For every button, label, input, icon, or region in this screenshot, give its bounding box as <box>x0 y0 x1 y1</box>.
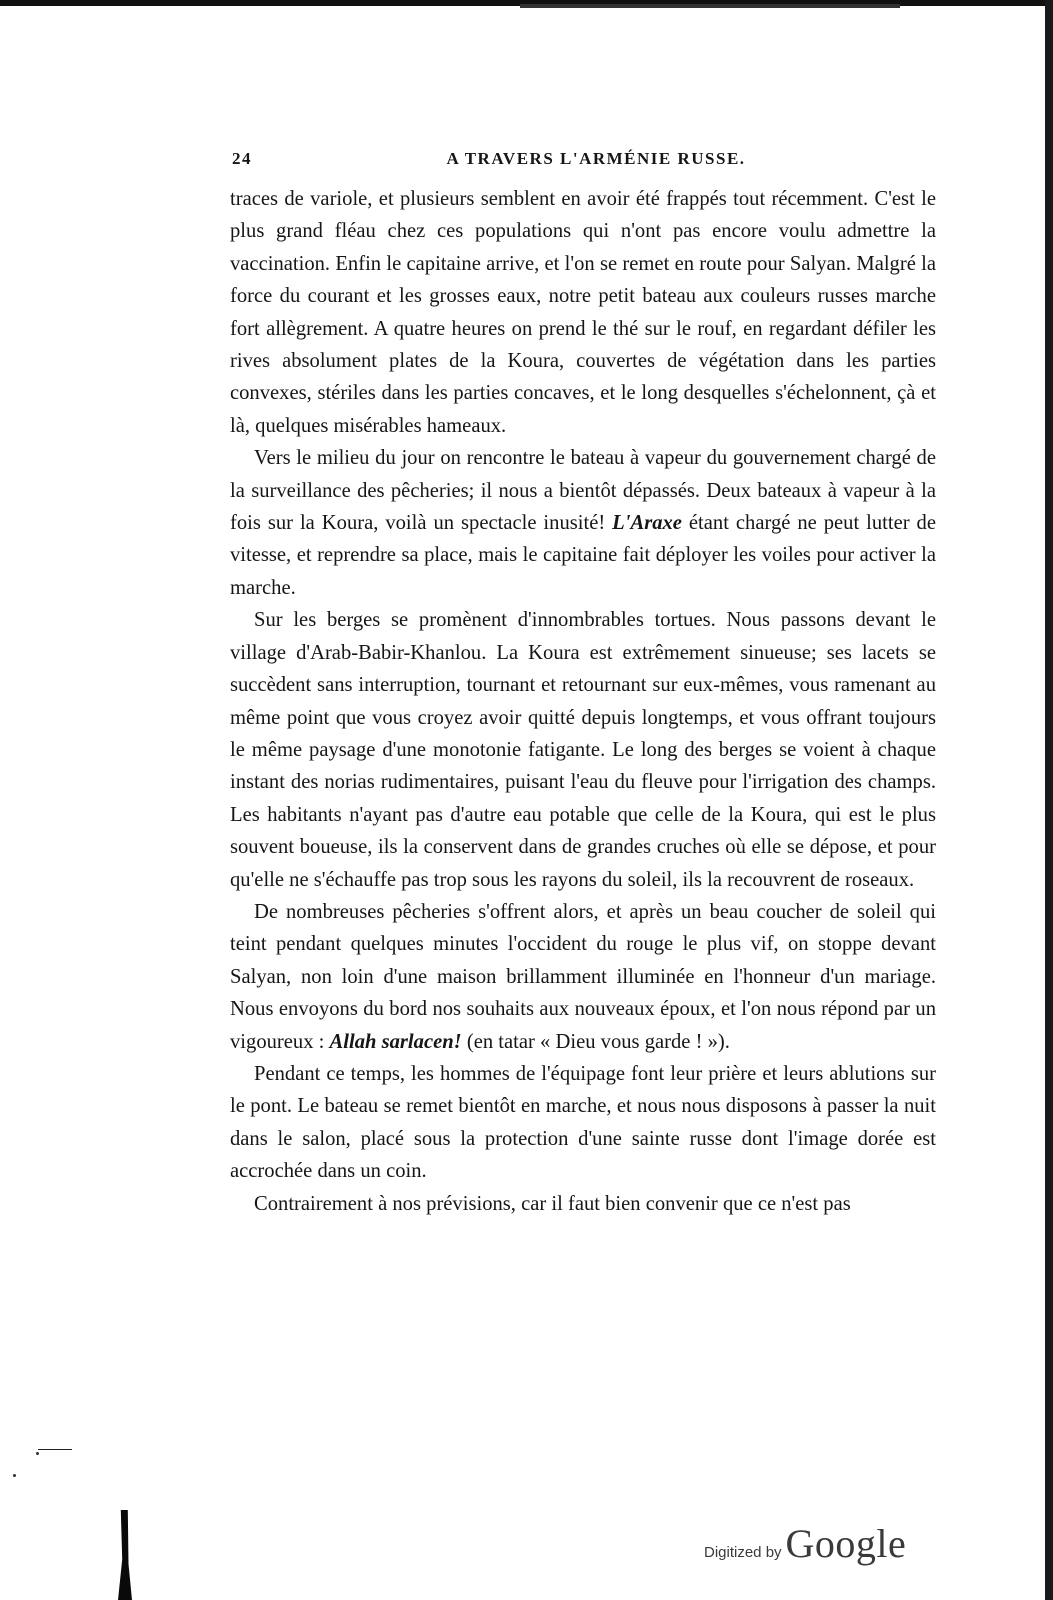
italic-text-run: L'Araxe <box>612 512 682 535</box>
body-text <box>230 183 936 1220</box>
watermark-prefix: Digitized by <box>704 1544 782 1561</box>
margin-dot <box>36 1452 39 1455</box>
binding-shadow-mark <box>118 1510 132 1600</box>
text-run: étant chargé ne peut lutter de vitesse, et reprendre sa place, mais le capitaine fait déployer les voiles pour activer la marche. <box>230 512 936 599</box>
paragraph <box>230 896 936 1058</box>
margin-pencil-mark <box>38 1449 72 1450</box>
scan-top-border-highlight <box>520 4 900 8</box>
paragraph <box>230 183 936 442</box>
text-run: Vers le milieu du jour on rencontre le bateau à vapeur du gouvernement chargé de la surveillance des pêcheries; il nous a bientôt dépassés. Deux bateaux à vapeur à la fois sur la Koura, voilà un spectacle inusité! <box>230 447 936 535</box>
running-head <box>232 146 932 170</box>
text-run: traces de variole, et plusieurs semblent en avoir été frappés tout récemment. C'est le plus grand fléau chez ces populations qui n'ont pas encore voulu admettre la vaccination. Enfin le capitaine arrive, et l'on se remet en route pour Salyan. Malgré la force du courant et les grosses eaux, notre petit bateau aux couleurs russes marche fort allègrement. A quatre heures on prend le thé sur le rouf, en regardant défiler les rives absolument plates de la Koura, couvertes de végétation dans les parties convexes, stériles dans les parties concaves, et le long desquelles s'échelonnent, çà et là, quelques misérables hameaux. <box>230 188 936 437</box>
running-title: A TRAVERS L'ARMÉNIE RUSSE. <box>446 149 746 168</box>
digitized-by-google-watermark <box>704 1520 906 1580</box>
margin-dot <box>13 1474 16 1477</box>
text-run: (en tatar « Dieu vous garde ! »). <box>461 1030 730 1053</box>
scan-right-edge <box>1045 0 1053 1600</box>
paragraph <box>230 442 936 604</box>
text-run: Pendant ce temps, les hommes de l'équipage font leur prière et leurs ablutions sur le pont. Le bateau se remet bientôt en marche, et nous nous disposons à passer la nuit dans le salon, placé sous la protection d'une sainte russe dont l'image dorée est accrochée dans un coin. <box>230 1062 936 1183</box>
text-run: De nombreuses pêcheries s'offrent alors, et après un beau coucher de soleil qui teint pendant quelques minutes l'occident du rouge le plus vif, on stoppe devant Salyan, non loin d'une maison brillamment illuminée en l'honneur d'un mariage. Nous envoyons du bord nos souhaits aux nouveaux époux, et l'on nous répond par un vigoureux : <box>230 900 936 1053</box>
google-logo: Google <box>785 1521 907 1566</box>
text-run: Contrairement à nos prévisions, car il faut bien convenir que ce n'est pas <box>254 1192 851 1215</box>
page-number: 24 <box>232 149 252 168</box>
paragraph <box>230 604 936 896</box>
text-run: Sur les berges se promènent d'innombrables tortues. Nous passons devant le village d'Arab-Babir-Khanlou. La Koura est extrêmement sinueuse; ses lacets se succèdent sans interruption, tournant et retournant sur eux-mêmes, vous ramenant au même point que vous croyez avoir quitté depuis longtemps, et vous offrant toujours le même paysage d'une monotonie fatigante. Le long des berges se voient à chaque instant des norias rudimentaires, puisant l'eau du fleuve pour l'irrigation des champs. Les habitants n'ayant pas d'autre eau potable que celle de la Koura, qui est le plus souvent boueuse, ils la conservent dans de grandes cruches où elle se dépose, et pour qu'elle ne s'échauffe pas trop sous les rayons du soleil, ils la recouvrent de roseaux. <box>230 609 936 891</box>
paragraph <box>230 1058 936 1188</box>
paragraph <box>230 1188 936 1220</box>
italic-text-run: Allah sarlacen! <box>329 1030 462 1053</box>
